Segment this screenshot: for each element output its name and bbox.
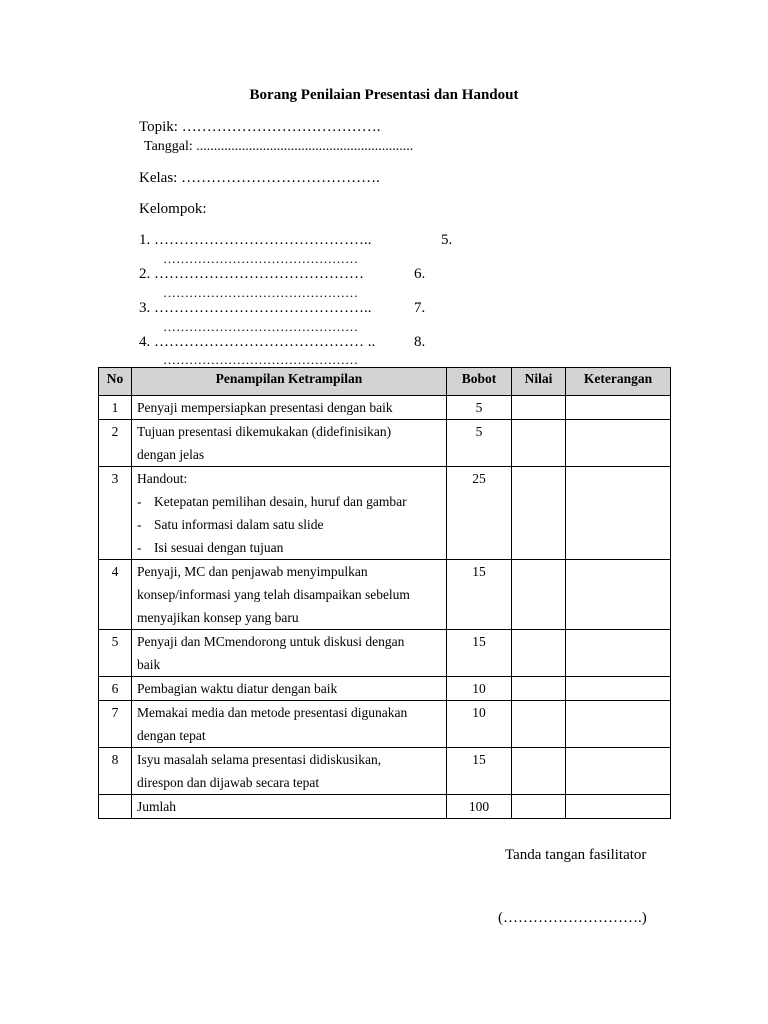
row-item (132, 701, 447, 748)
row-nilai-cell[interactable] (512, 420, 566, 467)
bullet-item (137, 513, 441, 536)
row-nilai-cell[interactable] (512, 560, 566, 630)
row-item-line: Penyaji, MC dan penjawab menyimpulkan (137, 564, 368, 579)
member-8: 8. (414, 334, 426, 350)
row-no: 4 (99, 560, 132, 630)
row-bobot: 15 (447, 630, 512, 677)
table-row (99, 420, 671, 467)
table-row (99, 396, 671, 420)
topic-field: Topik: …………………………………. (139, 119, 381, 135)
total-row (99, 795, 671, 819)
row-item-line: baik (137, 657, 161, 672)
member-2-line: ……………………………………… (163, 285, 358, 300)
member-4: 4. …………………………………… .. (139, 334, 376, 350)
row-no: 5 (99, 630, 132, 677)
row-item (132, 630, 447, 677)
row-bobot: 10 (447, 701, 512, 748)
row-item-line: Penyaji dan MCmendorong untuk diskusi dengan (137, 634, 405, 649)
row-item-line: konsep/informasi yang telah disampaikan sebelum (137, 587, 410, 602)
member-5: 5. (441, 232, 453, 248)
table-row (99, 630, 671, 677)
row-bobot: 10 (447, 677, 512, 701)
row-nilai-cell[interactable] (512, 701, 566, 748)
row-item-line: Isyu masalah selama presentasi didiskusikan, (137, 752, 382, 767)
bullet-item (137, 490, 441, 513)
row-keterangan-cell[interactable] (566, 396, 671, 420)
row-no: 7 (99, 701, 132, 748)
row-item: Penyaji mempersiapkan presentasi dengan baik (132, 396, 447, 420)
row-item (132, 748, 447, 795)
dash-bullet: - (137, 494, 142, 509)
row-keterangan-cell[interactable] (566, 630, 671, 677)
total-keterangan-cell[interactable] (566, 795, 671, 819)
row-item-line: dengan jelas (137, 447, 205, 462)
total-nilai-cell[interactable] (512, 795, 566, 819)
table-row (99, 560, 671, 630)
member-4-line: ……………………………………… (163, 352, 358, 367)
row-no: 2 (99, 420, 132, 467)
table-row (99, 701, 671, 748)
member-3: 3. …………………………………….. (139, 300, 372, 316)
row-nilai-cell[interactable] (512, 677, 566, 701)
header-no: No (99, 368, 132, 396)
row-item (132, 420, 447, 467)
row-item-line: Tujuan presentasi dikemukakan (didefinisikan) (137, 424, 392, 439)
row-nilai-cell[interactable] (512, 467, 566, 560)
header-nilai: Nilai (512, 368, 566, 396)
row-keterangan-cell[interactable] (566, 560, 671, 630)
row-no: 1 (99, 396, 132, 420)
row-nilai-cell[interactable] (512, 748, 566, 795)
signature-line: (……………………….) (498, 910, 647, 926)
row-bobot: 15 (447, 748, 512, 795)
bullet-text: Isi sesuai dengan tujuan (154, 540, 284, 555)
total-bobot: 100 (447, 795, 512, 819)
total-label: Jumlah (132, 795, 447, 819)
row-item-line: dengan tepat (137, 728, 206, 743)
row-no: 6 (99, 677, 132, 701)
row-keterangan-cell[interactable] (566, 467, 671, 560)
row-keterangan-cell[interactable] (566, 701, 671, 748)
row-bobot: 15 (447, 560, 512, 630)
header-bobot: Bobot (447, 368, 512, 396)
member-7: 7. (414, 300, 426, 316)
row-keterangan-cell[interactable] (566, 748, 671, 795)
row-item-line: direspon dan dijawab secara tepat (137, 775, 320, 790)
table-row (99, 677, 671, 701)
bullet-item (137, 536, 441, 559)
class-field: Kelas: …………………………………. (139, 170, 380, 186)
signature-label: Tanda tangan fasilitator (505, 847, 647, 863)
row-no: 8 (99, 748, 132, 795)
table-header-row (99, 368, 671, 396)
member-1-line: ……………………………………… (163, 251, 358, 266)
row-bobot: 5 (447, 396, 512, 420)
dash-bullet: - (137, 540, 142, 555)
header-keterangan: Keterangan (566, 368, 671, 396)
row-nilai-cell[interactable] (512, 630, 566, 677)
row-keterangan-cell[interactable] (566, 677, 671, 701)
header-item: Penampilan Ketrampilan (132, 368, 447, 396)
table-row (99, 748, 671, 795)
row-nilai-cell[interactable] (512, 396, 566, 420)
total-no-cell (99, 795, 132, 819)
row-item-line: Handout: (137, 471, 188, 486)
row-bobot: 25 (447, 467, 512, 560)
group-label: Kelompok: (139, 201, 207, 217)
form-title: Borang Penilaian Presentasi dan Handout (249, 87, 519, 103)
bullet-text: Satu informasi dalam satu slide (154, 517, 324, 532)
row-item: Pembagian waktu diatur dengan baik (132, 677, 447, 701)
member-2: 2. …………………………………… (139, 266, 364, 282)
member-3-line: ……………………………………… (163, 319, 358, 334)
member-1: 1. …………………………………….. (139, 232, 372, 248)
member-6: 6. (414, 266, 426, 282)
row-item (132, 560, 447, 630)
date-field: Tanggal: .............................................................. (144, 139, 414, 154)
row-no: 3 (99, 467, 132, 560)
dash-bullet: - (137, 517, 142, 532)
row-item-line: menyajikan konsep yang baru (137, 610, 299, 625)
row-item-line: Memakai media dan metode presentasi digunakan (137, 705, 408, 720)
row-bobot: 5 (447, 420, 512, 467)
row-item (132, 467, 447, 560)
row-keterangan-cell[interactable] (566, 420, 671, 467)
assessment-table (98, 367, 671, 819)
bullet-text: Ketepatan pemilihan desain, huruf dan gambar (154, 494, 407, 509)
table-row (99, 467, 671, 560)
